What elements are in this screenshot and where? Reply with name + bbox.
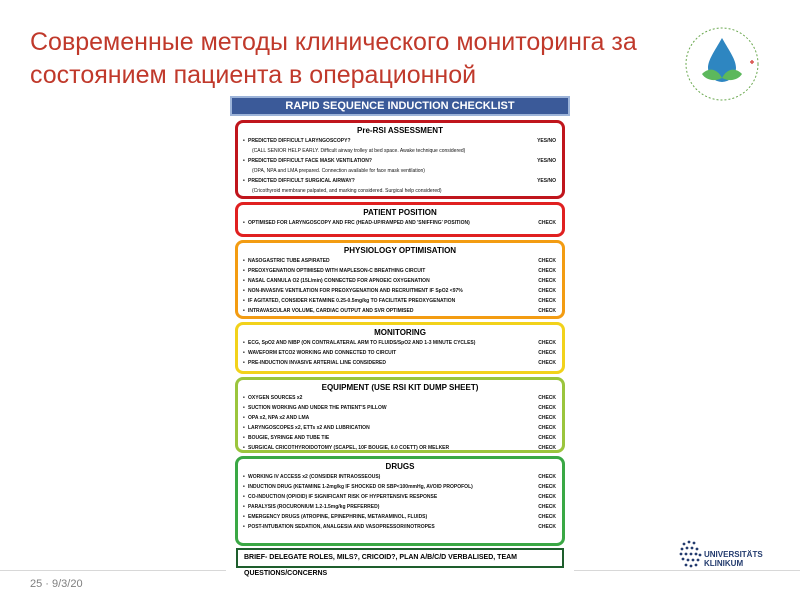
bullet-icon: • [243, 288, 245, 294]
item-text: OPA x2, NPA x2 AND LMA [248, 415, 310, 421]
checklist-header: RAPID SEQUENCE INDUCTION CHECKLIST [230, 96, 570, 116]
bullet-icon: • [243, 158, 245, 164]
bullet-icon: • [243, 340, 245, 346]
item-check: CHECK [538, 308, 556, 314]
item-text: BOUGIE, SYRINGE AND TUBE TIE [248, 435, 330, 441]
checklist-item [238, 136, 562, 146]
checklist-section [235, 322, 565, 374]
item-text: NASOGASTRIC TUBE ASPIRATED [248, 258, 330, 264]
item-check: CHECK [538, 504, 556, 510]
bullet-icon: • [243, 445, 245, 451]
bullet-icon: • [243, 405, 245, 411]
brief-box: BRIEF- DELEGATE ROLES, MILS?, CRICOID?, PLAN A/B/C/D VERBALISED, TEAM QUESTIONS/CONCERNS [236, 548, 564, 568]
section-title: MONITORING [374, 328, 426, 337]
checklist-item [238, 512, 562, 522]
item-check: CHECK [538, 298, 556, 304]
item-text: SURGICAL CRICOTHYROIDOTOMY (SCAPEL, 10F BOUGIE, 6.0 COETT) OR MELKER [248, 445, 450, 451]
item-check: CHECK [538, 425, 556, 431]
item-check: CHECK [538, 360, 556, 366]
item-check: CHECK [538, 524, 556, 530]
section-title: PHYSIOLOGY OPTIMISATION [343, 246, 457, 255]
bullet-icon: • [243, 220, 245, 226]
bullet-icon: • [243, 514, 245, 520]
checklist-item [238, 433, 562, 443]
checklist-item [238, 472, 562, 482]
item-text: PRE-INDUCTION INVASIVE ARTERIAL LINE CONSIDERED [248, 360, 386, 366]
checklist-item [238, 413, 562, 423]
item-check: CHECK [538, 494, 556, 500]
checklist-item [238, 218, 562, 228]
item-text: OPTIMISED FOR LARYNGOSCOPY AND FRC (HEAD-UP/RAMPED AND 'SNIFFING' POSITION) [248, 220, 470, 226]
checklist-item [238, 146, 562, 156]
checklist-section [235, 377, 565, 453]
item-check: YES/NO [537, 138, 556, 144]
rsi-checklist-image [226, 92, 574, 576]
item-text: (OPA, NPA and LMA prepared. Connection available for face mask ventilation) [252, 168, 425, 174]
checklist-item [238, 256, 562, 266]
checklist-item [238, 502, 562, 512]
bullet-icon: • [243, 395, 245, 401]
bullet-icon: • [243, 138, 245, 144]
section-title: EQUIPMENT (USE RSI KIT DUMP SHEET) [321, 383, 479, 392]
checklist-section [235, 456, 565, 546]
checklist-section [235, 240, 565, 319]
bullet-icon: • [243, 350, 245, 356]
checklist-item [238, 286, 562, 296]
bullet-icon: • [243, 474, 245, 480]
item-text: NON-INVASIVE VENTILATION FOR PREOXYGENATION AND RECRUITMENT IF SpO2 <97% [248, 288, 463, 294]
item-text: (Cricothyroid membrane palpated, and marking considered. Surgical help considered) [252, 188, 442, 194]
checklist-item [238, 186, 562, 196]
item-text: INTRAVASCULAR VOLUME, CARDIAC OUTPUT AND SVR OPTIMISED [248, 308, 414, 314]
section-title: DRUGS [385, 462, 415, 471]
checklist-item [238, 338, 562, 348]
item-text: WAVEFORM ETCO2 WORKING AND CONNECTED TO CIRCUIT [248, 350, 397, 356]
logo-line-1: UNIVERSITÄTS [704, 550, 763, 559]
bullet-icon: • [243, 360, 245, 366]
item-text: PREDICTED DIFFICULT FACE MASK VENTILATION? [248, 158, 372, 164]
checklist-item [238, 403, 562, 413]
item-text: (CALL SENIOR HELP EARLY. Difficult airway trolley at bed space. Awake technique considered) [252, 148, 466, 154]
bullet-icon: • [243, 178, 245, 184]
item-check: CHECK [538, 278, 556, 284]
item-check: CHECK [538, 268, 556, 274]
bullet-icon: • [243, 524, 245, 530]
checklist-item [238, 482, 562, 492]
checklist-item [238, 492, 562, 502]
bullet-icon: • [243, 298, 245, 304]
universitaetsklinikum-logo [678, 536, 774, 576]
item-check: CHECK [538, 395, 556, 401]
slide-title: Современные методы клинического мониторинга за состоянием пациента в операционной [30, 28, 637, 89]
logo-line-2: KLINIKUM [704, 559, 744, 568]
checklist-section [235, 120, 565, 199]
item-text: ECG, SpO2 AND NIBP (ON CONTRALATERAL ARM TO FLUIDS/SpO2 AND 1-3 MINUTE CYCLES) [248, 340, 476, 346]
item-check: CHECK [538, 258, 556, 264]
item-text: CO-INDUCTION (OPIOID) IF SIGNIFICANT RISK OF HYPERTENSIVE RESPONSE [248, 494, 438, 500]
item-check: YES/NO [537, 178, 556, 184]
item-check: CHECK [538, 435, 556, 441]
item-check: YES/NO [537, 158, 556, 164]
item-check: CHECK [538, 220, 556, 226]
item-text: PREOXYGENATION OPTIMISED WITH MAPLESON-C BREATHING CIRCUIT [248, 268, 426, 274]
bullet-icon: • [243, 425, 245, 431]
item-check: CHECK [538, 514, 556, 520]
checklist-item [238, 393, 562, 403]
slide-footer: 25 · 9/3/20 [30, 578, 83, 590]
checklist-item [238, 166, 562, 176]
bullet-icon: • [243, 435, 245, 441]
item-check: CHECK [538, 415, 556, 421]
item-text: POST-INTUBATION SEDATION, ANALGESIA AND VASOPRESSOR/INOTROPES [248, 524, 435, 530]
item-text: SUCTION WORKING AND UNDER THE PATIENT'S PILLOW [248, 405, 387, 411]
checklist-item [238, 306, 562, 316]
item-text: WORKING IV ACCESS x2 (CONSIDER INTRAOSSEOUS) [248, 474, 381, 480]
section-title: PATIENT POSITION [363, 208, 437, 217]
section-title: Pre-RSI ASSESSMENT [357, 126, 443, 135]
checklist-item [238, 176, 562, 186]
checklist-item [238, 358, 562, 368]
bullet-icon: • [243, 504, 245, 510]
checklist-item [238, 156, 562, 166]
checklist-item [238, 443, 562, 453]
bullet-icon: • [243, 258, 245, 264]
bullet-icon: • [243, 484, 245, 490]
item-text: EMERGENCY DRUGS (ATROPINE, EPINEPHRINE, METARAMINOL, FLUIDS) [248, 514, 428, 520]
item-check: CHECK [538, 484, 556, 490]
item-check: CHECK [538, 405, 556, 411]
item-check: CHECK [538, 288, 556, 294]
item-text: PARALYSIS (ROCURONIUM 1.2-1.5mg/kg PREFERRED) [248, 504, 380, 510]
item-text: LARYNGOSCOPES x2, ETTs x2 AND LUBRICATION [248, 425, 370, 431]
item-check: CHECK [538, 445, 556, 451]
checklist-section [235, 202, 565, 237]
bullet-icon: • [243, 415, 245, 421]
bullet-icon: • [243, 308, 245, 314]
checklist-item [238, 522, 562, 532]
bullet-icon: • [243, 268, 245, 274]
item-text: OXYGEN SOURCES x2 [248, 395, 303, 401]
checklist-item [238, 348, 562, 358]
bullet-icon: • [243, 278, 245, 284]
checklist-item [238, 423, 562, 433]
item-text: PREDICTED DIFFICULT LARYNGOSCOPY? [248, 138, 351, 144]
checklist-item [238, 266, 562, 276]
item-text: PREDICTED DIFFICULT SURGICAL AIRWAY? [248, 178, 355, 184]
item-text: INDUCTION DRUG (KETAMINE 1-2mg/kg IF SHOCKED OR SBP<100mmHg, AVOID PROPOFOL) [248, 484, 473, 490]
item-text: NASAL CANNULA O2 (15L/min) CONNECTED FOR APNOEIC OXYGENATION [248, 278, 430, 284]
item-text: IF AGITATED, CONSIDER KETAMINE 0.25-0.5mg/kg TO FACILITATE PREOXYGENATION [248, 298, 456, 304]
checklist-item [238, 276, 562, 286]
item-check: CHECK [538, 340, 556, 346]
item-check: CHECK [538, 474, 556, 480]
item-check: CHECK [538, 350, 556, 356]
bullet-icon: • [243, 494, 245, 500]
checklist-item [238, 296, 562, 306]
medical-association-logo [680, 22, 764, 106]
